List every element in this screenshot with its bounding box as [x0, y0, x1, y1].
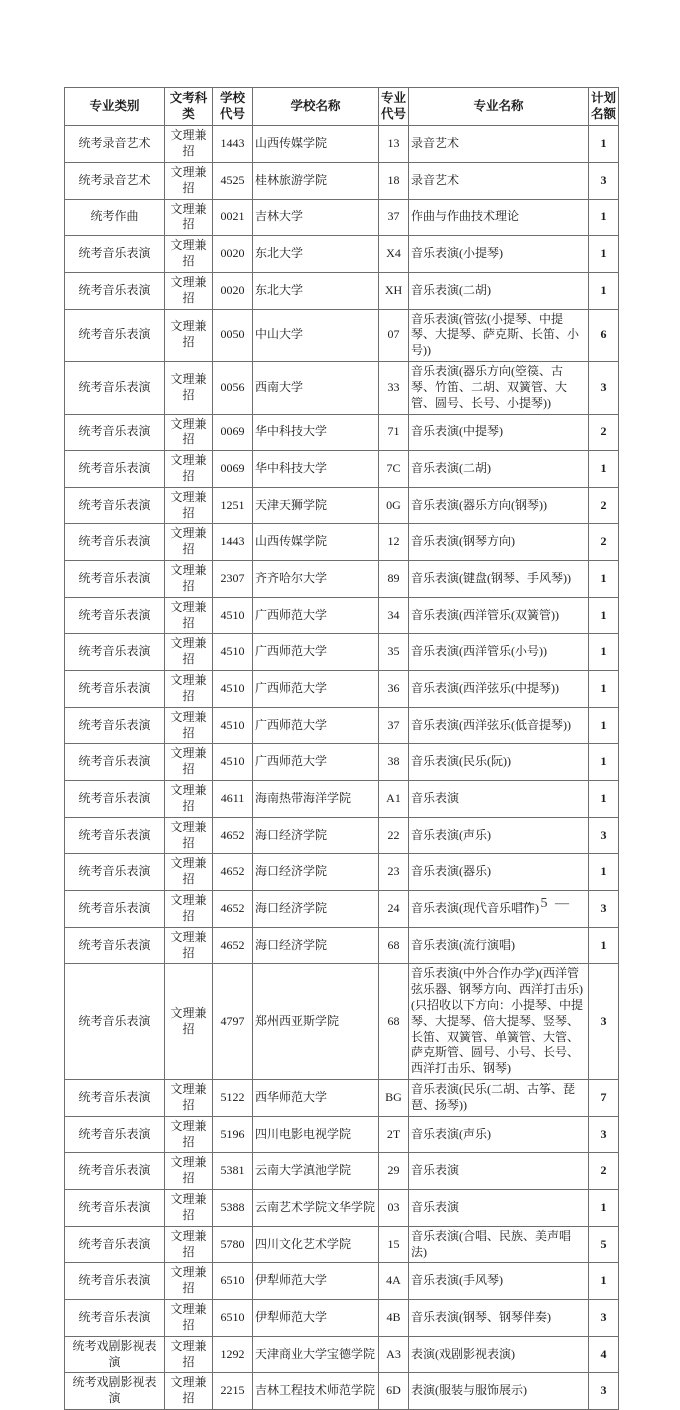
category-cell: 统考音乐表演	[65, 524, 165, 561]
major-code-cell: BG	[379, 1080, 409, 1117]
category-cell: 统考音乐表演	[65, 817, 165, 854]
school-name-cell: 华中科技大学	[253, 414, 379, 451]
major-code-cell: X4	[379, 236, 409, 273]
school-name-cell: 海南热带海洋学院	[253, 781, 379, 818]
subject-type-cell: 文理兼招	[165, 1153, 213, 1190]
subject-type-cell: 文理兼招	[165, 927, 213, 964]
school-name-cell: 吉林大学	[253, 199, 379, 236]
table-row	[65, 236, 619, 273]
major-code-cell: 68	[379, 964, 409, 1080]
quota-cell: 1	[589, 236, 619, 273]
school-code-cell: 5381	[213, 1153, 253, 1190]
school-name-cell: 桂林旅游学院	[253, 162, 379, 199]
quota-cell: 1	[589, 597, 619, 634]
school-code-cell: 4510	[213, 744, 253, 781]
school-code-cell: 4510	[213, 707, 253, 744]
school-code-cell: 1292	[213, 1336, 253, 1373]
school-code-cell: 2307	[213, 561, 253, 598]
quota-cell: 1	[589, 707, 619, 744]
school-name-cell: 吉林工程技术师范学院	[253, 1373, 379, 1410]
major-name-cell: 音乐表演	[409, 781, 589, 818]
subject-type-cell: 文理兼招	[165, 272, 213, 309]
major-code-cell: 6D	[379, 1373, 409, 1410]
school-name-cell: 山西传媒学院	[253, 126, 379, 163]
table-row	[65, 309, 619, 361]
school-code-cell: 6510	[213, 1263, 253, 1300]
major-name-cell: 音乐表演(二胡)	[409, 272, 589, 309]
category-cell: 统考音乐表演	[65, 707, 165, 744]
quota-cell: 1	[589, 634, 619, 671]
subject-type-cell: 文理兼招	[165, 1080, 213, 1117]
school-code-cell: 4611	[213, 781, 253, 818]
school-name-cell: 山西传媒学院	[253, 524, 379, 561]
subject-type-cell: 文理兼招	[165, 1373, 213, 1410]
school-code-cell: 0056	[213, 362, 253, 414]
table-row	[65, 162, 619, 199]
school-name-cell: 海口经济学院	[253, 891, 379, 928]
school-code-cell: 0069	[213, 414, 253, 451]
category-cell: 统考音乐表演	[65, 1300, 165, 1337]
school-code-cell: 1251	[213, 487, 253, 524]
school-name-cell: 东北大学	[253, 236, 379, 273]
major-code-cell: 33	[379, 362, 409, 414]
school-code-cell: 5196	[213, 1116, 253, 1153]
quota-cell: 1	[589, 744, 619, 781]
major-name-cell: 音乐表演(小提琴)	[409, 236, 589, 273]
subject-type-cell: 文理兼招	[165, 1226, 213, 1263]
header-row	[65, 88, 619, 126]
major-code-cell: 03	[379, 1190, 409, 1227]
school-code-cell: 4510	[213, 597, 253, 634]
quota-cell: 1	[589, 781, 619, 818]
major-name-cell: 音乐表演(声乐)	[409, 1116, 589, 1153]
subject-type-cell: 文理兼招	[165, 487, 213, 524]
major-code-cell: 15	[379, 1226, 409, 1263]
school-name-cell: 郑州西亚斯学院	[253, 964, 379, 1080]
column-header-major-name: 专业名称	[409, 88, 589, 126]
table-row	[65, 854, 619, 891]
quota-cell: 1	[589, 927, 619, 964]
table-row	[65, 414, 619, 451]
subject-type-cell: 文理兼招	[165, 671, 213, 708]
school-name-cell: 海口经济学院	[253, 817, 379, 854]
school-name-cell: 海口经济学院	[253, 854, 379, 891]
category-cell: 统考音乐表演	[65, 927, 165, 964]
major-code-cell: 22	[379, 817, 409, 854]
quota-cell: 1	[589, 561, 619, 598]
school-code-cell: 1443	[213, 126, 253, 163]
major-code-cell: 0G	[379, 487, 409, 524]
major-code-cell: 68	[379, 927, 409, 964]
quota-cell: 3	[589, 1116, 619, 1153]
category-cell: 统考音乐表演	[65, 597, 165, 634]
quota-cell: 4	[589, 1336, 619, 1373]
major-name-cell: 音乐表演(键盘(钢琴、手风琴))	[409, 561, 589, 598]
category-cell: 统考音乐表演	[65, 362, 165, 414]
column-header-major-code: 专业代号	[379, 88, 409, 126]
school-code-cell: 0050	[213, 309, 253, 361]
quota-cell: 1	[589, 1190, 619, 1227]
subject-type-cell: 文理兼招	[165, 524, 213, 561]
major-code-cell: 7C	[379, 451, 409, 488]
table-row	[65, 272, 619, 309]
major-name-cell: 录音艺术	[409, 162, 589, 199]
major-name-cell: 音乐表演(西洋管乐(小号))	[409, 634, 589, 671]
table-row	[65, 927, 619, 964]
category-cell: 统考音乐表演	[65, 891, 165, 928]
school-name-cell: 伊犁师范大学	[253, 1300, 379, 1337]
major-name-cell: 音乐表演(声乐)	[409, 817, 589, 854]
school-code-cell: 4652	[213, 854, 253, 891]
major-name-cell: 音乐表演(民乐(阮))	[409, 744, 589, 781]
major-name-cell: 音乐表演(中外合作办学)(西洋管弦乐器、钢琴方向、西洋打击乐)(只招收以下方向：小提琴、中提琴、大提琴、倍大提琴、竖琴、长笛、双簧管、单簧管、大管、萨克斯管、圆号、小号、长号、西洋打击乐、钢琴)	[409, 964, 589, 1080]
table-row	[65, 817, 619, 854]
quota-cell: 6	[589, 309, 619, 361]
major-code-cell: 2T	[379, 1116, 409, 1153]
category-cell: 统考戏剧影视表演	[65, 1336, 165, 1373]
quota-cell: 7	[589, 1080, 619, 1117]
major-code-cell: A3	[379, 1336, 409, 1373]
category-cell: 统考音乐表演	[65, 451, 165, 488]
column-header-category: 专业类别	[65, 88, 165, 126]
subject-type-cell: 文理兼招	[165, 817, 213, 854]
major-name-cell: 音乐表演	[409, 1153, 589, 1190]
subject-type-cell: 文理兼招	[165, 561, 213, 598]
major-code-cell: 4B	[379, 1300, 409, 1337]
subject-type-cell: 文理兼招	[165, 309, 213, 361]
category-cell: 统考作曲	[65, 199, 165, 236]
category-cell: 统考音乐表演	[65, 309, 165, 361]
major-name-cell: 音乐表演(流行演唱)	[409, 927, 589, 964]
subject-type-cell: 文理兼招	[165, 236, 213, 273]
column-header-school-name: 学校名称	[253, 88, 379, 126]
subject-type-cell: 文理兼招	[165, 1116, 213, 1153]
column-header-quota: 计划名额	[589, 88, 619, 126]
table-row	[65, 744, 619, 781]
school-code-cell: 0020	[213, 236, 253, 273]
quota-cell: 1	[589, 854, 619, 891]
major-name-cell: 音乐表演(中提琴)	[409, 414, 589, 451]
table-row	[65, 1300, 619, 1337]
subject-type-cell: 文理兼招	[165, 1336, 213, 1373]
major-code-cell: 29	[379, 1153, 409, 1190]
column-header-subject-type: 文考科类	[165, 88, 213, 126]
table-row	[65, 1080, 619, 1117]
major-code-cell: 24	[379, 891, 409, 928]
school-code-cell: 0021	[213, 199, 253, 236]
quota-cell: 3	[589, 817, 619, 854]
school-name-cell: 西华师范大学	[253, 1080, 379, 1117]
category-cell: 统考录音艺术	[65, 126, 165, 163]
major-name-cell: 表演(服装与服饰展示)	[409, 1373, 589, 1410]
table-body	[65, 126, 619, 1410]
school-name-cell: 伊犁师范大学	[253, 1263, 379, 1300]
major-code-cell: 12	[379, 524, 409, 561]
table-row	[65, 1336, 619, 1373]
category-cell: 统考音乐表演	[65, 1226, 165, 1263]
table-row	[65, 362, 619, 414]
subject-type-cell: 文理兼招	[165, 854, 213, 891]
major-name-cell: 表演(戏剧影视表演)	[409, 1336, 589, 1373]
quota-cell: 3	[589, 162, 619, 199]
major-code-cell: A1	[379, 781, 409, 818]
quota-cell: 3	[589, 1373, 619, 1410]
table-row	[65, 1153, 619, 1190]
school-code-cell: 4652	[213, 817, 253, 854]
category-cell: 统考音乐表演	[65, 561, 165, 598]
category-cell: 统考音乐表演	[65, 744, 165, 781]
category-cell: 统考音乐表演	[65, 236, 165, 273]
school-name-cell: 齐齐哈尔大学	[253, 561, 379, 598]
category-cell: 统考音乐表演	[65, 1190, 165, 1227]
school-code-cell: 1443	[213, 524, 253, 561]
major-code-cell: 37	[379, 707, 409, 744]
major-name-cell: 音乐表演(钢琴方向)	[409, 524, 589, 561]
subject-type-cell: 文理兼招	[165, 781, 213, 818]
major-name-cell: 音乐表演(民乐(二胡、古筝、琵琶、扬琴))	[409, 1080, 589, 1117]
major-code-cell: XH	[379, 272, 409, 309]
school-code-cell: 4510	[213, 634, 253, 671]
page-number: — 5 —	[519, 896, 571, 911]
major-code-cell: 37	[379, 199, 409, 236]
major-name-cell: 音乐表演(手风琴)	[409, 1263, 589, 1300]
category-cell: 统考音乐表演	[65, 964, 165, 1080]
major-name-cell: 录音艺术	[409, 126, 589, 163]
major-code-cell: 18	[379, 162, 409, 199]
quota-cell: 2	[589, 524, 619, 561]
table-header	[65, 88, 619, 126]
major-name-cell: 音乐表演	[409, 1190, 589, 1227]
major-code-cell: 89	[379, 561, 409, 598]
category-cell: 统考音乐表演	[65, 272, 165, 309]
major-code-cell: 35	[379, 634, 409, 671]
category-cell: 统考音乐表演	[65, 1263, 165, 1300]
school-name-cell: 天津商业大学宝德学院	[253, 1336, 379, 1373]
major-name-cell: 音乐表演(管弦(小提琴、中提琴、大提琴、萨克斯、长笛、小号))	[409, 309, 589, 361]
category-cell: 统考音乐表演	[65, 1080, 165, 1117]
school-name-cell: 广西师范大学	[253, 707, 379, 744]
quota-cell: 2	[589, 414, 619, 451]
quota-cell: 1	[589, 199, 619, 236]
quota-cell: 2	[589, 487, 619, 524]
school-name-cell: 华中科技大学	[253, 451, 379, 488]
subject-type-cell: 文理兼招	[165, 414, 213, 451]
table-row	[65, 781, 619, 818]
table-row	[65, 597, 619, 634]
school-code-cell: 4797	[213, 964, 253, 1080]
school-code-cell: 0069	[213, 451, 253, 488]
major-name-cell: 音乐表演(西洋管乐(双簧管))	[409, 597, 589, 634]
category-cell: 统考音乐表演	[65, 414, 165, 451]
school-code-cell: 5780	[213, 1226, 253, 1263]
table-row	[65, 707, 619, 744]
quota-cell: 1	[589, 451, 619, 488]
school-name-cell: 广西师范大学	[253, 597, 379, 634]
major-code-cell: 13	[379, 126, 409, 163]
subject-type-cell: 文理兼招	[165, 597, 213, 634]
subject-type-cell: 文理兼招	[165, 634, 213, 671]
school-name-cell: 中山大学	[253, 309, 379, 361]
quota-cell: 2	[589, 1153, 619, 1190]
subject-type-cell: 文理兼招	[165, 707, 213, 744]
school-name-cell: 天津天狮学院	[253, 487, 379, 524]
school-code-cell: 6510	[213, 1300, 253, 1337]
subject-type-cell: 文理兼招	[165, 1190, 213, 1227]
category-cell: 统考音乐表演	[65, 854, 165, 891]
school-code-cell: 4510	[213, 671, 253, 708]
school-name-cell: 广西师范大学	[253, 671, 379, 708]
major-code-cell: 34	[379, 597, 409, 634]
category-cell: 统考音乐表演	[65, 634, 165, 671]
column-header-school-code: 学校代号	[213, 88, 253, 126]
quota-cell: 3	[589, 964, 619, 1080]
major-name-cell: 音乐表演(钢琴、钢琴伴奏)	[409, 1300, 589, 1337]
school-name-cell: 广西师范大学	[253, 634, 379, 671]
table-row	[65, 524, 619, 561]
school-name-cell: 广西师范大学	[253, 744, 379, 781]
quota-cell: 1	[589, 272, 619, 309]
category-cell: 统考音乐表演	[65, 1116, 165, 1153]
school-code-cell: 5122	[213, 1080, 253, 1117]
school-name-cell: 海口经济学院	[253, 927, 379, 964]
quota-cell: 3	[589, 362, 619, 414]
category-cell: 统考音乐表演	[65, 1153, 165, 1190]
quota-cell: 5	[589, 1226, 619, 1263]
school-name-cell: 东北大学	[253, 272, 379, 309]
school-code-cell: 0020	[213, 272, 253, 309]
category-cell: 统考音乐表演	[65, 781, 165, 818]
subject-type-cell: 文理兼招	[165, 1300, 213, 1337]
school-code-cell: 2215	[213, 1373, 253, 1410]
subject-type-cell: 文理兼招	[165, 1263, 213, 1300]
category-cell: 统考录音艺术	[65, 162, 165, 199]
major-code-cell: 4A	[379, 1263, 409, 1300]
major-name-cell: 音乐表演(现代音乐唱作)	[409, 891, 589, 928]
major-name-cell: 音乐表演(西洋弦乐(中提琴))	[409, 671, 589, 708]
subject-type-cell: 文理兼招	[165, 744, 213, 781]
school-code-cell: 4525	[213, 162, 253, 199]
subject-type-cell: 文理兼招	[165, 362, 213, 414]
table-row	[65, 634, 619, 671]
school-name-cell: 西南大学	[253, 362, 379, 414]
school-name-cell: 云南大学滇池学院	[253, 1153, 379, 1190]
table-row	[65, 126, 619, 163]
table-row	[65, 1116, 619, 1153]
admission-plan-table	[64, 87, 619, 1410]
major-code-cell: 36	[379, 671, 409, 708]
quota-cell: 1	[589, 126, 619, 163]
table-row	[65, 1190, 619, 1227]
quota-cell: 1	[589, 1263, 619, 1300]
table-row	[65, 1226, 619, 1263]
table-row	[65, 199, 619, 236]
category-cell: 统考戏剧影视表演	[65, 1373, 165, 1410]
school-code-cell: 4652	[213, 891, 253, 928]
category-cell: 统考音乐表演	[65, 487, 165, 524]
school-name-cell: 云南艺术学院文华学院	[253, 1190, 379, 1227]
major-name-cell: 音乐表演(器乐方向(钢琴))	[409, 487, 589, 524]
major-code-cell: 07	[379, 309, 409, 361]
quota-cell: 3	[589, 891, 619, 928]
major-name-cell: 音乐表演(合唱、民族、美声唱法)	[409, 1226, 589, 1263]
school-name-cell: 四川电影电视学院	[253, 1116, 379, 1153]
subject-type-cell: 文理兼招	[165, 162, 213, 199]
major-code-cell: 38	[379, 744, 409, 781]
table-row	[65, 964, 619, 1080]
category-cell: 统考音乐表演	[65, 671, 165, 708]
major-name-cell: 音乐表演(器乐方向(箜篌、古琴、竹笛、二胡、双簧管、大管、圆号、长号、小提琴))	[409, 362, 589, 414]
major-name-cell: 音乐表演(西洋弦乐(低音提琴))	[409, 707, 589, 744]
quota-cell: 1	[589, 671, 619, 708]
subject-type-cell: 文理兼招	[165, 964, 213, 1080]
table-row	[65, 1373, 619, 1410]
school-code-cell: 4652	[213, 927, 253, 964]
subject-type-cell: 文理兼招	[165, 891, 213, 928]
major-name-cell: 音乐表演(器乐)	[409, 854, 589, 891]
subject-type-cell: 文理兼招	[165, 451, 213, 488]
major-name-cell: 音乐表演(二胡)	[409, 451, 589, 488]
table-row	[65, 451, 619, 488]
table-row	[65, 487, 619, 524]
major-code-cell: 23	[379, 854, 409, 891]
table-row	[65, 671, 619, 708]
school-name-cell: 四川文化艺术学院	[253, 1226, 379, 1263]
subject-type-cell: 文理兼招	[165, 199, 213, 236]
major-code-cell: 71	[379, 414, 409, 451]
table-row	[65, 1263, 619, 1300]
school-code-cell: 5388	[213, 1190, 253, 1227]
major-name-cell: 作曲与作曲技术理论	[409, 199, 589, 236]
subject-type-cell: 文理兼招	[165, 126, 213, 163]
table-row	[65, 561, 619, 598]
quota-cell: 3	[589, 1300, 619, 1337]
